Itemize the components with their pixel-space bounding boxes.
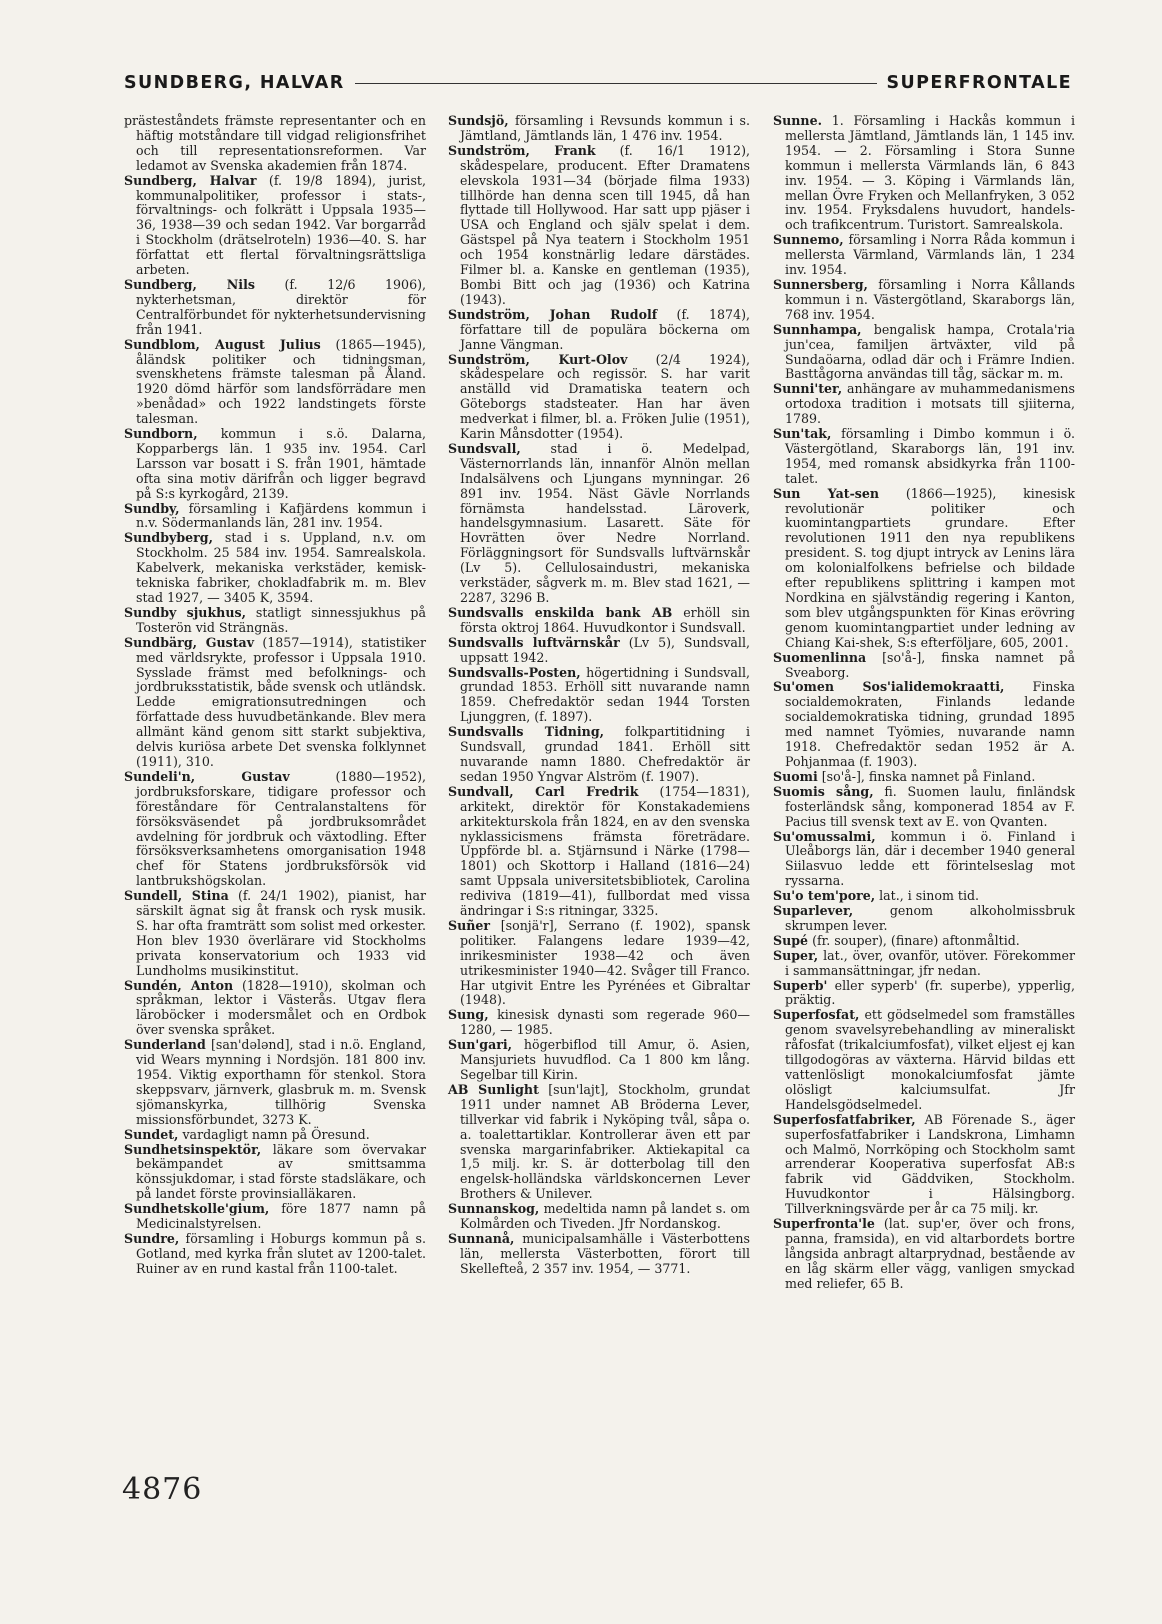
entry-text: folkpartitidning i Sundsvall, grundad 1841. Erhöll sitt nuvarande namn 1880. Chefredaktör är sedan 1950 Yngvar Alström (f. 1907).: [460, 724, 751, 784]
entry-text: före 1877 namn på Medicinalstyrelsen.: [136, 1201, 426, 1232]
entry-text: högertidning i Sundsvall, grundad 1853. Erhöll sitt nuvarande namn 1859. Chefredaktör sedan 1944 Torsten Ljunggren, (f. 1897).: [460, 664, 750, 725]
entry-headword: Suñer: [448, 917, 491, 933]
entry-text: fi. Suomen laulu, finländsk fosterländsk sång, komponerad 1854 av F. Pacius till svensk text av E. von Qvanten.: [785, 783, 1075, 829]
entry-headword: Su'omen Sos'ialidemokraatti,: [773, 679, 1005, 695]
dictionary-entry: [124, 606, 426, 636]
dictionary-entry: [448, 442, 750, 606]
entry-text: Finska socialdemokraten, Finlands ledande socialdemokratiska tidning, grundad 1895 med namnet Työmies, nuvarande namn 1918. Chefredaktör sedan 1952 är A. Pohjanmaa (f. 1903).: [785, 679, 1075, 769]
dictionary-entry: [773, 427, 1075, 487]
entry-text: (Lv 5), Sundsvall, uppsatt 1942.: [460, 634, 750, 665]
entry-text: [sonjä'r], Serrano (f. 1902), spansk politiker. Falangens ledare 1939—42, inrikesminister 1938—42 och även utrikesminister 1940—42. Svåger till Franco. Har utgivit Entre les Pyrénées et Gibraltar (1948).: [460, 917, 750, 1008]
dictionary-entry: [773, 889, 1075, 904]
entry-headword: Sunnanå,: [448, 1230, 515, 1246]
entry-headword: Sundhetsinspektör,: [124, 1141, 262, 1157]
entry-text: kinesisk dynasti som regerade 960—1280, — 1985.: [460, 1007, 750, 1038]
entry-headword: Suparlever,: [773, 903, 854, 919]
dictionary-entry: [124, 1143, 426, 1203]
entry-headword: Super,: [773, 947, 819, 963]
entry-text: eller syperb' (fr. superbe), ypperlig, präktig.: [785, 977, 1075, 1008]
dictionary-entry: [773, 382, 1075, 427]
entry-text: [so'å-], finska namnet på Finland.: [817, 768, 1036, 784]
dictionary-entry: [448, 1083, 750, 1202]
entry-text: AB Förenade S., äger superfosfatfabriker i Landskrona, Limhamn och Malmö, Norrköping och Stockholm samt arrenderar Kooperativa superfosfat AB:s fabrik vid Gäddviken, Stockholm. Huvudkontor i Hälsingborg. Tillverkningsvärde per år ca 75 milj. kr.: [785, 1111, 1075, 1217]
entry-headword: Sundsjö,: [448, 113, 509, 128]
entry-headword: Supé: [773, 932, 809, 948]
entry-text: prästeståndets främste representanter och en häftig motståndare till vidgad religionsfrihet och till representationsreformen. Var ledamot av Svenska akademien från 1874.: [124, 113, 426, 173]
entry-text: församling i Dimbo kommun i ö. Västergötland, Skaraborgs län, 191 inv. 1954, med romansk absidkyrka från 1100-talet.: [785, 426, 1075, 486]
dictionary-entry: [448, 1008, 750, 1038]
entry-headword: Su'o tem'pore,: [773, 888, 876, 904]
dictionary-entry: [448, 666, 750, 726]
dictionary-entry: [448, 114, 750, 144]
entry-text: (1857—1914), statistiker med världsrykte, professor i Uppsala 1910. Sysslade främst med befolknings- och jordbruksstatistik, både svensk och utländsk. Ledde emigrationsutredningen och författade dess huvudbetänkande. Blev mera allmänt känd genom sitt starkt subjektiva, delvis kuriösa arbete Det svenska folklynnet (1911), 310.: [136, 634, 427, 769]
dictionary-entry: [124, 174, 426, 278]
entry-headword: Sunderland: [124, 1037, 206, 1053]
column-2: [448, 114, 750, 1277]
dictionary-entry: [773, 979, 1075, 1009]
entry-headword: Sunnersberg,: [773, 276, 868, 292]
dictionary-entry: [448, 1232, 750, 1277]
entry-text: 1. Församling i Hackås kommun i mellersta Jämtland, Jämtlands län, 1 145 inv. 1954. — 2. Församling i Stora Sunne kommun i mellersta Värmlands län, 6 843 inv. 1954. — 3. Köping i Värmlands län, mellan Övre Fryken och Mellanfryken, 3 052 inv. 1954. Fryksdalens huvudort, handels- och trafikcentrum. Turistort. Samrealskola.: [785, 113, 1075, 233]
entry-headword: Sundbärg, Gustav: [124, 634, 255, 650]
entry-headword: Sunnanskog,: [448, 1201, 540, 1217]
entry-headword: Sundsvall,: [448, 440, 521, 456]
dictionary-entry: [124, 338, 426, 427]
dictionary-entry: [448, 919, 750, 1008]
entry-headword: Suomenlinna: [773, 649, 867, 665]
entry-headword: Sundhetskolle'gium,: [124, 1201, 270, 1217]
entry-text: vardagligt namn på Öresund.: [178, 1126, 370, 1142]
dictionary-entry: [448, 606, 750, 636]
entry-headword: Superb': [773, 977, 828, 993]
entry-headword: Superfosfatfabriker,: [773, 1111, 916, 1127]
dictionary-entry: [773, 1008, 1075, 1112]
dictionary-entry: [773, 233, 1075, 278]
entry-headword: Sundvall, Carl Fredrik: [448, 783, 639, 799]
dictionary-entry: [773, 785, 1075, 830]
entry-headword: Sunnemo,: [773, 232, 844, 248]
entry-text: (f. 19/8 1894), jurist, kommunalpolitiker, professor i stats-, förvaltnings- och folkrätt i Uppsala 1935—36, 1938—39 och sedan 1942. Var borgarråd i Stockholm (drätselroteln) 1936—40. S. har författat ett flertal förvaltningsrättsliga arbeten.: [136, 172, 426, 278]
entry-headword: Sundberg, Nils: [124, 276, 255, 292]
entry-text: kommun i ö. Finland i Uleåborgs län, där i december 1940 general Siilasvuo ledde ett förintelseslag mot ryssarna.: [785, 828, 1075, 889]
entry-headword: Sundby sjukhus,: [124, 604, 246, 620]
entry-headword: Sundsvalls luftvärnskår: [448, 634, 620, 650]
entry-headword: Sundsvalls Tidning,: [448, 724, 605, 740]
entry-text: (f. 16/1 1912), skådespelare, producent. Efter Dramatens elevskola 1931—34 (började filma 1933) tillhörde han denna scen till 1945, då han flyttade till Hollywood. Har satt upp pjäser i USA och England och själv spelat i dem. Gästspel på Nya teatern i Stockholm 1951 och 1954 konstnärlig ledare därstädes. Filmer bl. a. Kanske en gentleman (1935), Bombi Bitt och jag (1936) och Katrina (1943).: [460, 142, 750, 307]
entry-headword: Sundström, Frank: [448, 142, 596, 158]
entry-text: municipalsamhälle i Västerbottens län, mellersta Västerbotten, förort till Skellefteå, 2 357 inv. 1954, — 3771.: [460, 1230, 750, 1276]
column-1: [124, 114, 426, 1277]
entry-headword: Sundbyberg,: [124, 530, 213, 546]
entry-text: ett gödselmedel som framställes genom svavelsyrebehandling av mineraliskt råfosfat (trikalciumfosfat), vilket eljest ej kan tillgodogöras av växterna. Härvid bildas ett vattenlösligt monokalciumfosfat jämte olösligt kalciumsulfat. Jfr Handelsgödselmedel.: [785, 1007, 1075, 1112]
entry-headword: Superfronta'le: [773, 1216, 875, 1232]
dictionary-entry: [448, 1202, 750, 1232]
entry-text: högerbiflod till Amur, ö. Asien, Mansjuriets huvudflod. Ca 1 800 km lång. Segelbar till Kirin.: [460, 1037, 750, 1082]
dictionary-entry: [773, 114, 1075, 233]
entry-headword: Sundberg, Halvar: [124, 172, 257, 188]
dictionary-entry: [124, 1038, 426, 1127]
column-3: [773, 114, 1075, 1292]
entry-text: (f. 24/1 1902), pianist, har särskilt ägnat sig åt fransk och rysk musik. S. har ofta framträtt som solist med orkester. Hon blev 1930 överlärare vid Stockholms privata konservatorium och 1933 vid Lundholms musikinstitut.: [136, 888, 426, 978]
entry-headword: Sundre,: [124, 1230, 180, 1246]
entry-text: (1865—1945), åländsk politiker och tidningsman, svenskhetens främste talesman på Åland. 1920 dömd härför som landsförrädare men »benådad» och 1922 landstingets förste talesman.: [136, 336, 426, 427]
dictionary-entry: [448, 725, 750, 785]
entry-text: medeltida namn på landet s. om Kolmården och Tiveden. Jfr Nordanskog.: [460, 1201, 750, 1232]
entry-headword: Sundet,: [124, 1126, 179, 1142]
entry-headword: Sundström, Kurt-Olov: [448, 351, 628, 367]
entry-text: genom alkoholmissbruk skrumpen lever.: [785, 903, 1075, 933]
entry-headword: Suomis sång,: [773, 783, 874, 799]
dictionary-entry: [448, 636, 750, 666]
entry-headword: Sundborn,: [124, 426, 198, 442]
entry-headword: Sundby,: [124, 500, 180, 516]
entry-headword: Sundblom, August Julius: [124, 336, 321, 352]
dictionary-entry: [448, 1038, 750, 1083]
entry-text: [san'dələnd], stad i n.ö. England, vid Wears mynning i Nordsjön. 181 800 inv. 1954. Viktig exporthamn för stenkol. Stora skeppsvarv, järnverk, glasbruk m. m. Svensk sjömanskyrka, tillhörig Svenska missionsförbundet, 3273 K.: [136, 1037, 426, 1127]
dictionary-entry: [448, 308, 750, 353]
entry-text: församling i Kafjärdens kommun i n.v. Södermanlands län, 281 inv. 1954.: [136, 500, 426, 531]
entry-text: församling i Revsunds kommun i s. Jämtland, Jämtlands län, 1 476 inv. 1954.: [460, 113, 750, 143]
dictionary-entry: [773, 904, 1075, 934]
dictionary-entry: [773, 770, 1075, 785]
entry-headword: Sundén, Anton: [124, 977, 234, 993]
dictionary-entry: [448, 144, 750, 308]
entry-text: församling i Norra Kållands kommun i n. Västergötland, Skaraborgs län, 768 inv. 1954.: [785, 276, 1075, 322]
entry-headword: Sunnhampa,: [773, 321, 862, 337]
dictionary-entry: [124, 1128, 426, 1143]
entry-headword: Sundsvalls enskilda bank AB: [448, 604, 673, 620]
dictionary-entry: [773, 934, 1075, 949]
dictionary-entry: [773, 830, 1075, 890]
dictionary-entry: [773, 651, 1075, 681]
entry-text: (2/4 1924), skådespelare och regissör. S. har varit anställd vid Dramatiska teatern och Göteborgs stadsteater. Han har även medverkat i filmer, bl. a. Fröken Julie (1951), Karin Månsdotter (1954).: [460, 351, 750, 442]
entry-text: (1754—1831), arkitekt, direktör för Konstakademiens arkitekturskola från 1824, en av den svenska nyklassicismens främsta företrädare. Uppförde bl. a. Stjärnsund i Närke (1798—1801) och Skottorp i Halland (1816—24) samt Uppsala universitetsbibliotek, Carolina rediviva (1819—41), fullbordat med vissa ändringar i S:s ritningar, 3325.: [460, 783, 750, 919]
entry-headword: Sun'tak,: [773, 426, 832, 442]
dictionary-entry: [124, 889, 426, 978]
entry-text: kommun i s.ö. Dalarna, Kopparbergs län. 1 935 inv. 1954. Carl Larsson var bosatt i S. från 1901, hämtade ofta sina motiv därifrån och ligger begravd på S:s kyrkogård, 2139.: [136, 426, 426, 501]
entry-text: stad i ö. Medelpad, Västernorrlands län, innanför Alnön mellan Indalsälvens och Ljungans mynningar. 26 891 inv. 1954. Näst Gävle Norrlands förnämsta handelsstad. Läroverk, handelsgymnasium. Lasarett. Säte för Hovrätten över Nedre Norrland. Förläggningsort för Sundsvalls luftvärnskår (Lv 5). Cellulosaindustri, mekaniska verkstäder, sågverk m. m. Blev stad 1621, — 2287, 3296 B.: [460, 440, 750, 605]
entry-text: (fr. souper), (finare) aftonmåltid.: [808, 932, 1020, 948]
dictionary-entry: [124, 502, 426, 532]
entry-text: församling i Hoburgs kommun på s. Gotland, med kyrka från slutet av 1200-talet. Ruiner av en rund kastal från 1100-talet.: [136, 1230, 426, 1276]
entry-text: (1880—1952), jordbruksforskare, tidigare professor och föreståndare för Centralanstaltens för försöksväsendet på jordbruksområdet avdelning för jordbruk och växtodling. Efter försöksverksamhetens omorganisation 1948 chef för Statens jordbruksförsök vid lantbrukshögskolan.: [136, 768, 426, 889]
running-header: [124, 72, 1072, 94]
entry-headword: Su'omussalmi,: [773, 828, 876, 844]
entry-headword: Sung,: [448, 1007, 489, 1023]
entry-headword: Sun Yat-sen: [773, 485, 880, 501]
entry-headword: Sundeli'n, Gustav: [124, 768, 290, 784]
dictionary-entry: [448, 785, 750, 919]
entry-text: församling i Norra Råda kommun i mellersta Värmland, Värmlands län, 1 234 inv. 1954.: [785, 232, 1075, 278]
header-left: SUNDBERG, HALVAR: [124, 73, 345, 93]
dictionary-entry: [124, 531, 426, 606]
entry-text: (f. 12/6 1906), nykterhetsman, direktör för Centralförbundet för nykterhetsundervisning från 1941.: [136, 276, 426, 337]
dictionary-entry: [773, 1113, 1075, 1217]
entry-text: lat., i sinom tid.: [875, 888, 980, 904]
entry-headword: Sunne.: [773, 113, 822, 128]
entry-text: (lat. sup'er, över och frons, panna, framsida), en vid altarbordets bortre långsida anbragt altarprydnad, bestående av en låg skärm eller vägg, vanligen smyckad med reliefer, 65 B.: [785, 1216, 1075, 1291]
dictionary-entry: [124, 278, 426, 338]
dictionary-entry: [773, 323, 1075, 383]
entry-text: läkare som övervakar bekämpandet av smittsamma könssjukdomar, i stad förste stadsläkare, och på landet förste provinsialläkaren.: [136, 1141, 426, 1202]
entry-text: lat., över, ovanför, utöver. Förekommer i sammansättningar, jfr nedan.: [785, 947, 1075, 978]
dictionary-entry: [124, 427, 426, 502]
entry-headword: Sundström, Johan Rudolf: [448, 306, 658, 322]
entry-headword: Suomi: [773, 768, 818, 784]
entry-text: (1866—1925), kinesisk revolutionär politiker och kuomintangpartiets grundare. Efter revolutionen 1911 den nya republikens president. S. tog djupt intryck av Lenins lära om kolonialfolkens befrielse och bildade efter republikens splittring i kampen mot Nordkina en självständig regering i Kanton, som blev utgångspunkten för Kinas erövring genom kuomintangpartiet under ledning av Chiang Kai-shek, S:s efterföljare, 605, 2001.: [785, 485, 1075, 650]
entry-text: bengalisk hampa, Crotala'ria jun'cea, familjen ärtväxter, vild på Sundaöarna, odlad där och i Främre Indien. Basttågorna användas till tåg, säckar m. m.: [785, 321, 1075, 382]
entry-headword: Sun'gari,: [448, 1037, 513, 1053]
entry-headword: Sundell, Stina: [124, 888, 229, 904]
dictionary-entry: [124, 770, 426, 889]
entry-text: statligt sinnessjukhus på Tosterön vid Strängnäs.: [136, 604, 426, 635]
dictionary-entry: [124, 1232, 426, 1277]
entry-headword: Sundsvalls-Posten,: [448, 664, 581, 680]
dictionary-entry: [773, 1217, 1075, 1292]
page-number: 4876: [122, 1472, 203, 1507]
dictionary-entry: [124, 1202, 426, 1232]
dictionary-entry: [773, 949, 1075, 979]
entry-text: erhöll sin första oktroj 1864. Huvudkontor i Sundsvall.: [460, 604, 750, 635]
dictionary-entry: [448, 353, 750, 442]
dictionary-entry: [773, 680, 1075, 769]
dictionary-entry: [124, 636, 426, 770]
entry-headword: Superfosfat,: [773, 1007, 860, 1023]
entry-text: (f. 1874), författare till de populära böckerna om Janne Vängman.: [460, 306, 750, 352]
entry-text: [sun'lajt], Stockholm, grundat 1911 under namnet AB Bröderna Lever, tillverkar vid fabrik i Nyköping tvål, såpa o. a. toalettartiklar. Kontrollerar även ett par svenska margarinfabriker. Aktiekapital ca 1,5 milj. kr. S. är dotterbolag till den engelsk-holländska världskoncernen Lever Brothers & Unilever.: [460, 1081, 750, 1202]
entry-text: stad i s. Uppland, n.v. om Stockholm. 25 584 inv. 1954. Samrealskola. Kabelverk, mekaniska verkstäder, kemisk-tekniska fabriker, chokladfabrik m. m. Blev stad 1927, — 3405 K, 3594.: [136, 530, 426, 605]
dictionary-entry: [124, 979, 426, 1039]
entry-text: anhängare av muhammedanismens ortodoxa tradition i motsats till sjiiterna, 1789.: [785, 381, 1075, 427]
entry-text: (1828—1910), skolman och språkman, lektor i Västerås. Utgav flera läroböcker i modersmålet och en Ordbok över svenska språket.: [136, 977, 426, 1038]
entry-text: [so'å-], finska namnet på Sveaborg.: [785, 649, 1075, 680]
entry-headword: Sunni'ter,: [773, 381, 843, 397]
header-right: SUPERFRONTALE: [886, 73, 1072, 93]
dictionary-entry: [124, 114, 426, 174]
dictionary-entry: [773, 278, 1075, 323]
header-rule: [355, 83, 877, 84]
dictionary-entry: [773, 487, 1075, 651]
entry-headword: AB Sunlight: [448, 1081, 539, 1097]
